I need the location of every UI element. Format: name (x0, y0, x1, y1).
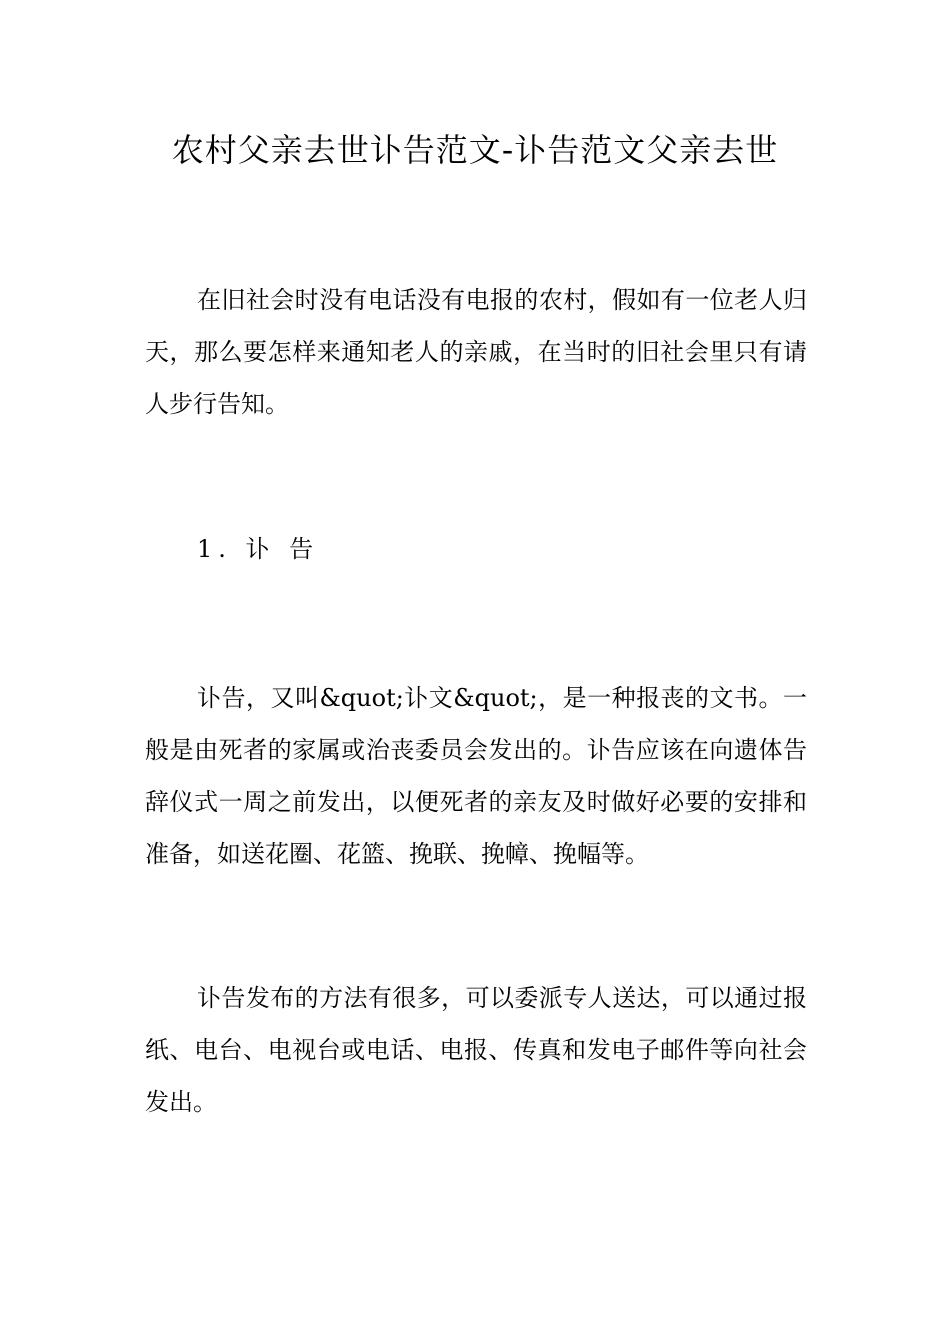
section-heading: 1. 讣 告 (197, 535, 320, 563)
document-title: 农村父亲去世讣告范文-讣告范文父亲去世 (171, 131, 779, 169)
paragraph-intro: 在旧社会时没有电话没有电报的农村，假如有一位老人归天，那么要怎样来通知老人的亲戚，在当时的旧社会里只有请人步行告知。 (145, 286, 807, 418)
paragraph-definition: 讣告，又叫&quot;讣文&quot;，是一种报丧的文书。一般是由死者的家属或治丧委员会发出的。讣告应该在向遗体告辞仪式一周之前发出，以便死者的亲友及时做好必要的安排和准备，如送花圈、花篮、挽联、挽幛、挽幅等。 (145, 684, 807, 868)
paragraph-methods: 讣告发布的方法有很多，可以委派专人送达，可以通过报纸、电台、电视台或电话、电报、传真和发电子邮件等向社会发出。 (145, 984, 807, 1116)
